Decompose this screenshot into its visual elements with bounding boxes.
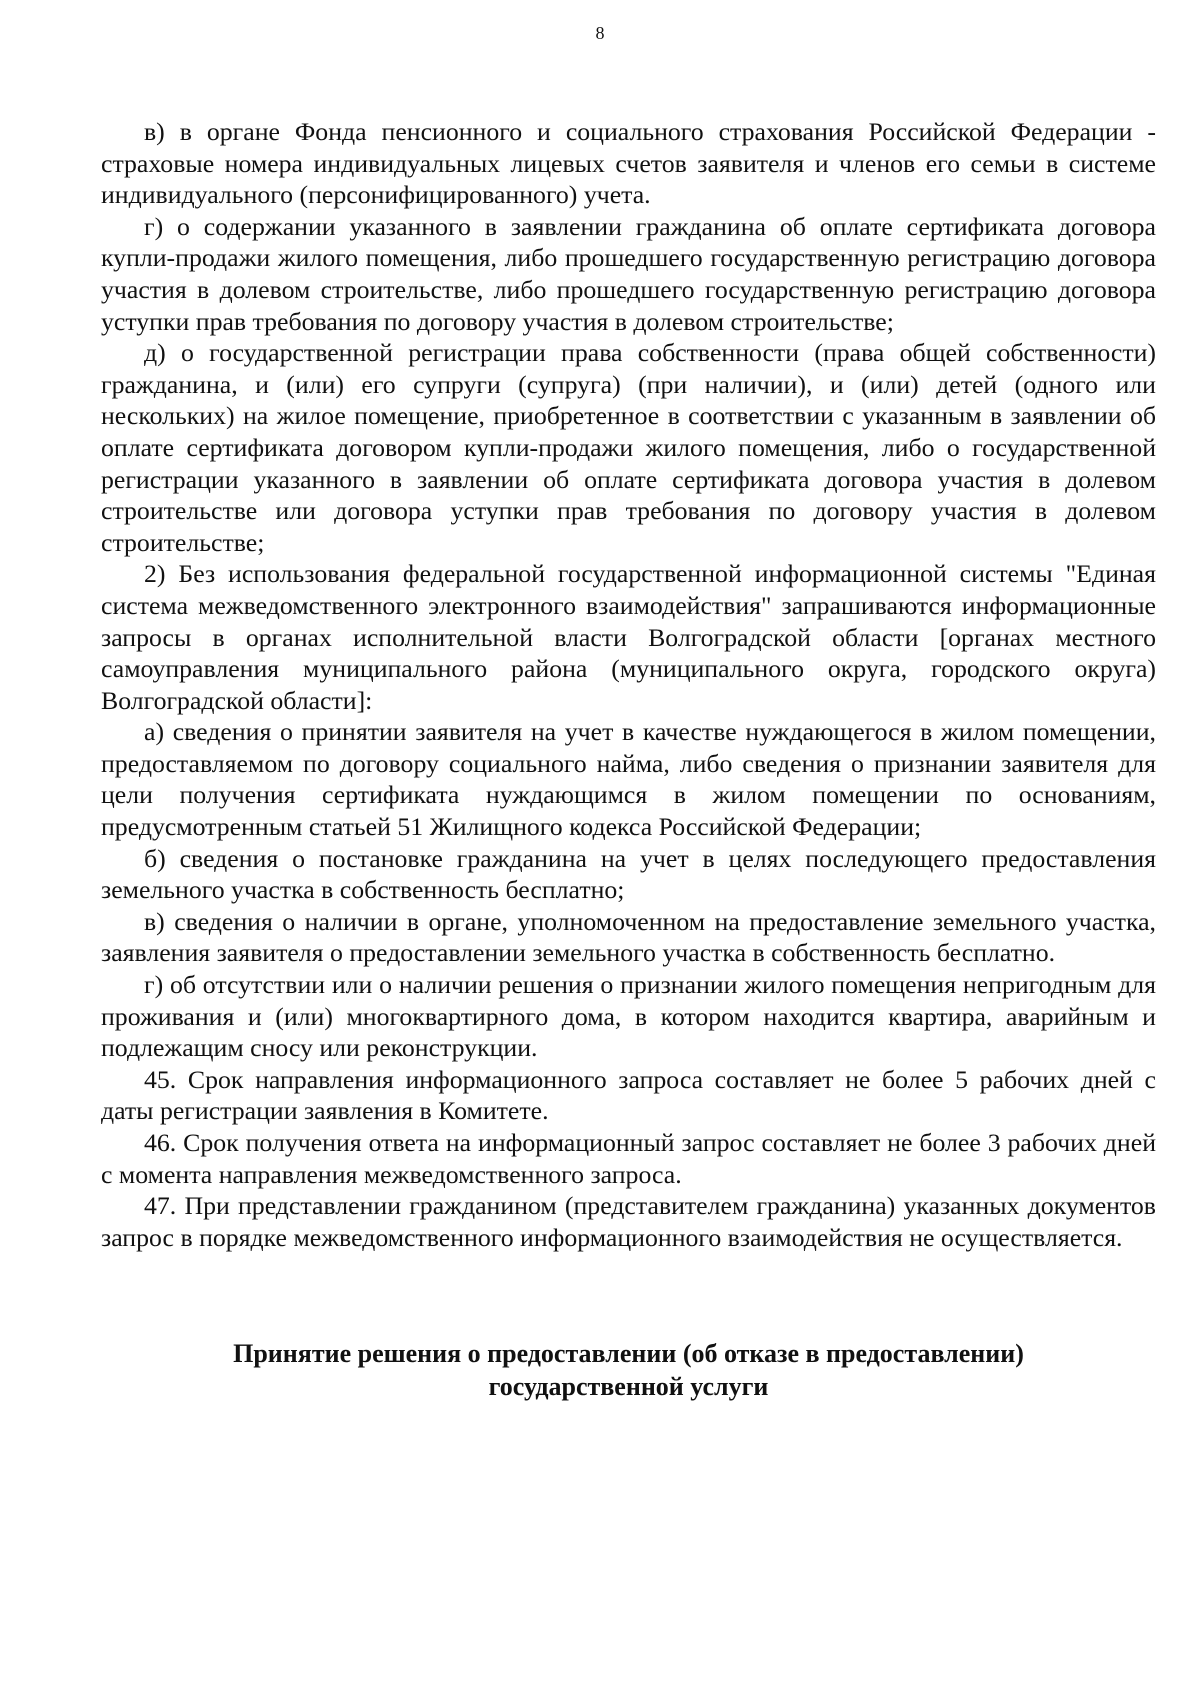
- paragraph-land-application: в) сведения о наличии в органе, уполномоченном на предоставление земельного участка, заявления заявителя о предоставлении земельного участка в собственность бесплатно.: [101, 906, 1156, 968]
- paragraph-housing-registration: а) сведения о принятии заявителя на учет в качестве нуждающегося в жилом помещении, предоставляемом по договору социального найма, либо сведения о признании заявителя для цели получения сертификата нуждающимся в жилом помещении по основаниям, предусмотренным статьей 51 Жилищного кодекса Российской Федерации;: [101, 717, 1156, 842]
- paragraph-item-46: 46. Срок получения ответа на информационный запрос составляет не более 3 рабочих дней с момента направления межведомственного запроса.: [101, 1128, 1156, 1189]
- paragraph-pension-fund: в) в органе Фонда пенсионного и социального страхования Российской Федерации - страховые номера индивидуальных лицевых счетов заявителя и членов его семьи в системе индивидуального (персонифицированного) учета.: [101, 117, 1156, 210]
- paragraph-without-smev: 2) Без использования федеральной государственной информационной системы "Единая система межведомственного электронного взаимодействия" запрашиваются информационные запросы в органах исполнительной власти Волгоградской области [органах местного самоуправления муниципального района (муниципального округа, городского округа) Волгоградской области]:: [101, 559, 1156, 715]
- paragraph-item-47: 47. При представлении гражданином (представителем гражданина) указанных документов запрос в порядке межведомственного информационного взаимодействия не осуществляется.: [101, 1191, 1156, 1252]
- paragraph-unfit-housing: г) об отсутствии или о наличии решения о признании жилого помещения непригодным для проживания и (или) многоквартирного дома, в котором находится квартира, аварийным и подлежащим сносу или реконструкции.: [101, 970, 1156, 1063]
- section-heading-line-1: Принятие решения о предоставлении (об отказе в предоставлении): [233, 1339, 1024, 1368]
- paragraph-land-registration: б) сведения о постановке гражданина на учет в целях последующего предоставления земельного участка в собственность бесплатно;: [101, 843, 1156, 905]
- section-heading-line-2: государственной услуги: [488, 1372, 769, 1401]
- page-number: 8: [595, 23, 605, 43]
- document-body: [101, 116, 1156, 1253]
- section-heading: [101, 1337, 1156, 1403]
- paragraph-ownership-registration: д) о государственной регистрации права собственности (права общей собственности) гражданина, и (или) его супруги (супруга) (при наличии), и (или) детей (одного или нескольких) на жилое помещение, приобретенное в соответствии с указанным в заявлении об оплате сертификата договором купли-продажи жилого помещения, либо о государственной регистрации указанного в заявлении об оплате сертификата договора участия в долевом строительстве или договора уступки прав требования по договору участия в долевом строительстве;: [101, 338, 1156, 557]
- paragraph-certificate-contract: г) о содержании указанного в заявлении гражданина об оплате сертификата договора купли-продажи жилого помещения, либо прошедшего государственную регистрацию договора участия в долевом строительстве, либо прошедшего государственную регистрацию договора уступки прав требования по договору участия в долевом строительстве;: [101, 211, 1156, 336]
- paragraph-item-45: 45. Срок направления информационного запроса составляет не более 5 рабочих дней с даты регистрации заявления в Комитете.: [101, 1064, 1156, 1126]
